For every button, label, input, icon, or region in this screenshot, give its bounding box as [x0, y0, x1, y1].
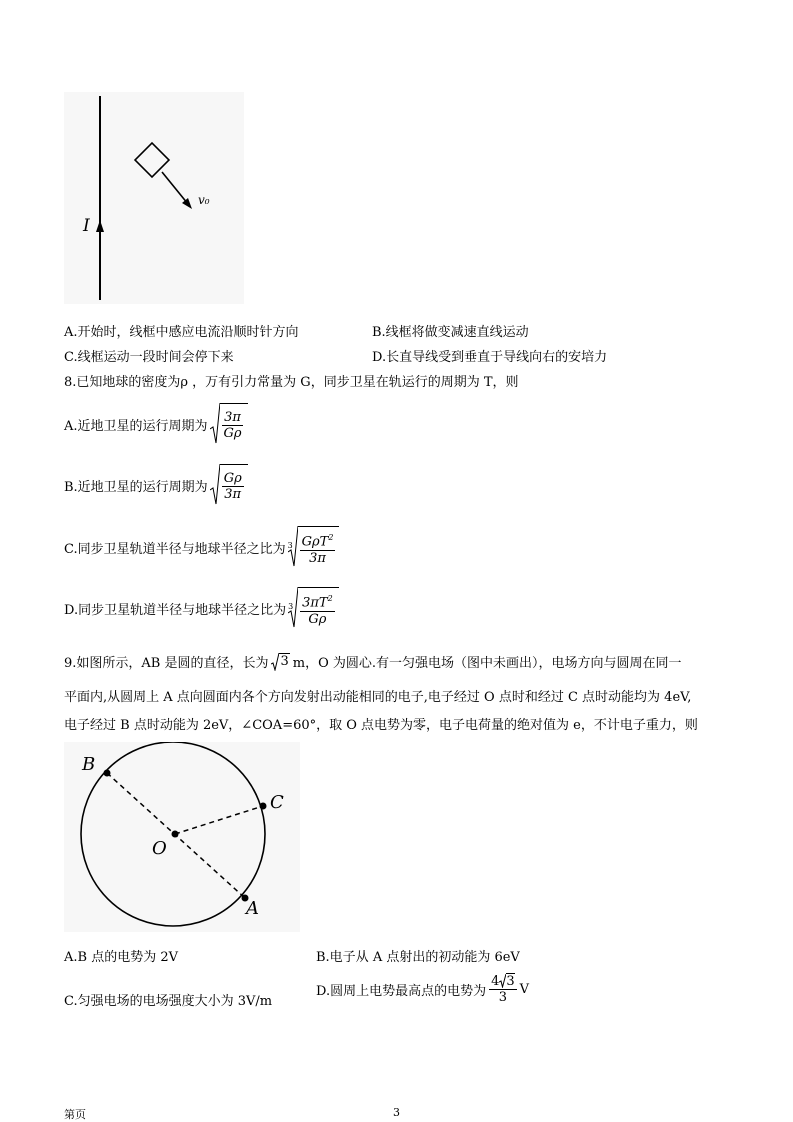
- q7-option-b: B.线框将做变减速直线运动: [372, 325, 529, 340]
- q7-option-c: C.线框运动一段时间会停下来: [64, 350, 234, 365]
- four-root3-over-3: 4 3 3: [491, 973, 515, 1005]
- q9-option-c: C.匀强电场的电场强度大小为 3V/m: [64, 994, 273, 1009]
- q8-option-a: A.近地卫星的运行周期为 $\frac{3\pi}{G\rho}$: [64, 403, 248, 445]
- figure-wire-loop: [64, 92, 244, 304]
- current-label: I: [83, 216, 90, 236]
- sqrt-g-rho-over-3pi: $\frac{G\rho}{3\pi}$: [210, 464, 248, 506]
- figure-circle: [64, 742, 300, 932]
- q9-stem-line2: 平面内,从圆周上 A 点向圆面内各个方向发射出动能相同的电子,电子经过 O 点时和经过 C 点时动能均为 4eV,: [64, 690, 692, 705]
- q9-option-a: A.B 点的电势为 2V: [64, 950, 178, 965]
- footer-left: 第页: [64, 1108, 86, 1121]
- q9-stem-line3: 电子经过 B 点时动能为 2eV，∠COA=60°，取 O 点电势为零，电子电荷量的绝对值为 e，不计电子重力，则: [64, 718, 698, 733]
- q9-stem-line1: 9.如图所示，AB 是圆的直径，长为 3 m，O 为圆心.有一匀强电场（图中未画出），电场方向与圆周在同一: [64, 653, 682, 671]
- page-number: 3: [393, 1106, 400, 1119]
- q8-stem: 8.已知地球的密度为ρ ，万有引力常量为 G，同步卫星在轨运行的周期为 T，则: [64, 375, 519, 390]
- q8-option-d: D.同步卫星轨道半径与地球半径之比为 3 $\frac{3\pi T^2}{G\rho}$: [64, 587, 339, 629]
- cbrt-3pi-t2-over-g-rho: 3 $\frac{3\pi T^2}{G\rho}$: [288, 587, 339, 629]
- point-a-label: A: [246, 898, 259, 919]
- q7-option-a: A.开始时，线框中感应电流沿顺时针方向: [64, 325, 299, 340]
- point-o-label: O: [152, 838, 167, 859]
- q8-option-b: B.近地卫星的运行周期为 $\frac{G\rho}{3\pi}$: [64, 464, 248, 506]
- current-arrow-icon: [96, 220, 104, 232]
- sqrt-3: 3: [271, 653, 289, 671]
- q9-option-d: D.圆周上电势最高点的电势为 4 3 3 V: [316, 973, 530, 1005]
- q9-option-b: B.电子从 A 点射出的初动能为 6eV: [316, 950, 520, 965]
- point-c-label: C: [270, 792, 284, 813]
- cbrt-g-rho-t2-over-3pi: 3 $\frac{G\rho T^2}{3\pi}$: [288, 526, 340, 568]
- circle-diagram: [64, 742, 300, 932]
- point-b-label: B: [82, 754, 96, 775]
- sqrt-3pi-over-g-rho: $\frac{3\pi}{G\rho}$: [210, 403, 248, 445]
- q7-option-d: D.长直导线受到垂直于导线向右的安培力: [372, 350, 608, 365]
- velocity-label: v₀: [198, 193, 210, 207]
- q8-option-c: C.同步卫星轨道半径与地球半径之比为 3 $\frac{G\rho T^2}{3\pi}$: [64, 526, 339, 568]
- wire-loop-diagram: [64, 92, 244, 304]
